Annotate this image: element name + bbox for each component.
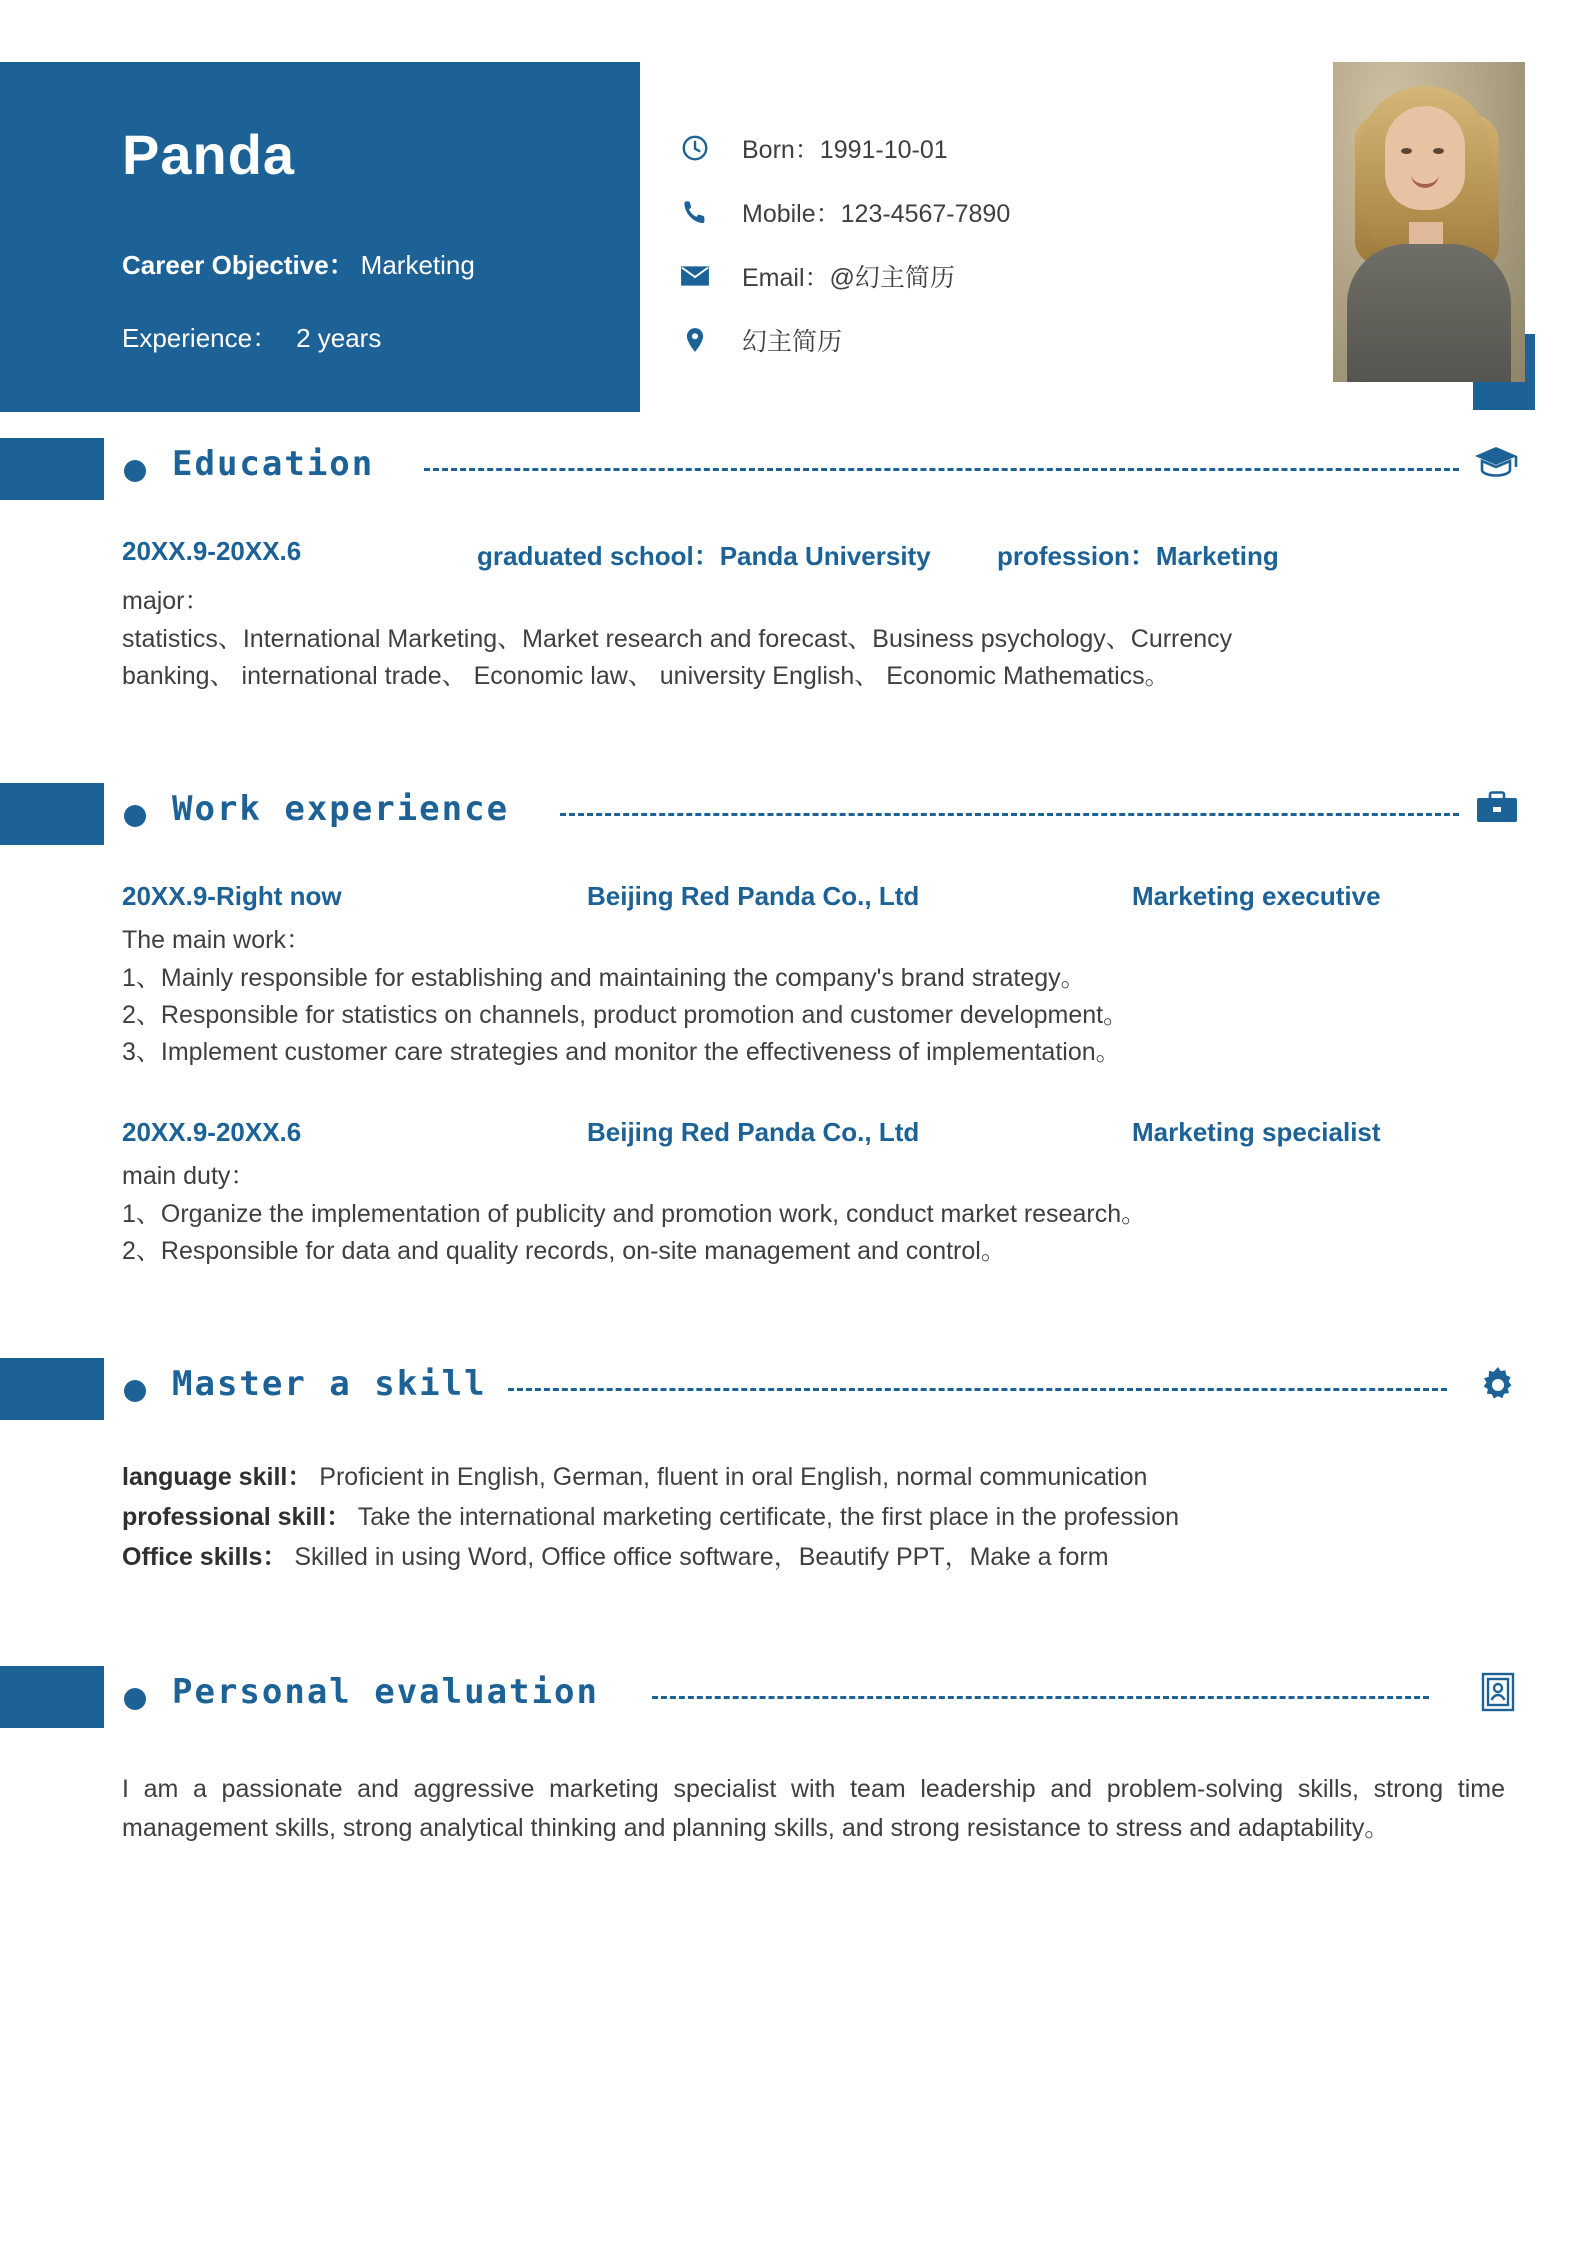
- resume-header: [0, 0, 1587, 420]
- work-body: [0, 881, 1587, 1270]
- education-major-line-1: statistics、International Marketing、Market research and forecast、Business psychology、Currency: [122, 625, 1233, 653]
- section-header-evaluation: [0, 1654, 1587, 1742]
- section-tab: [0, 1358, 104, 1420]
- skills-body: [0, 1434, 1587, 1576]
- portrait-photo: [1333, 62, 1525, 382]
- work-row: [122, 881, 1505, 912]
- career-objective-label: Career Objective：: [122, 250, 355, 280]
- contact-row-mobile: [680, 194, 1200, 230]
- skill-line-professional: [122, 1498, 1505, 1536]
- contact-text-mobile: Mobile：123-4567-7890: [742, 200, 1011, 228]
- contact-list: [680, 130, 1200, 386]
- contact-row-email: [680, 258, 1200, 294]
- work-subhead: main duty：: [122, 1162, 256, 1190]
- evaluation-body: [0, 1770, 1587, 1848]
- contact-text-born: Born：1991-10-01: [742, 136, 948, 164]
- experience-years: [122, 318, 381, 355]
- work-list-item: 1、Mainly responsible for establishing and maintaining the company's brand strategy。: [122, 964, 1086, 992]
- phone-icon: [680, 197, 720, 227]
- education-row: [122, 536, 1505, 573]
- work-row: [122, 1117, 1505, 1148]
- contact-row-born: [680, 130, 1200, 166]
- education-major-label: major：: [122, 587, 210, 615]
- skill-value: Skilled in using Word, Office office software，Beautify PPT，Make a form: [294, 1543, 1109, 1571]
- section-header-work: [0, 771, 1587, 859]
- work-date: 20XX.9-20XX.6: [122, 1117, 302, 1147]
- work-date: 20XX.9-Right now: [122, 881, 342, 911]
- work-role: Marketing specialist: [1132, 1117, 1381, 1147]
- clock-icon: [680, 133, 720, 163]
- education-major-line-2: banking、 international trade、 Economic law、 university English、 Economic Mathematics。: [122, 662, 1170, 690]
- skill-key: professional skill：: [122, 1503, 352, 1531]
- career-objective-value: Marketing: [360, 250, 475, 280]
- id-card-icon: [1481, 1672, 1515, 1717]
- email-icon: [680, 264, 720, 288]
- gear-icon: [1477, 1364, 1519, 1411]
- section-bullet: [124, 1688, 146, 1710]
- contact-row-location: [680, 322, 1200, 358]
- section-divider: [508, 1388, 1447, 1391]
- contact-text-email: Email：@幻主简历: [742, 264, 955, 292]
- avatar: [1333, 62, 1525, 382]
- work-job-2: [122, 1117, 1505, 1270]
- work-role: Marketing executive: [1132, 881, 1381, 911]
- work-list-item: 2、Responsible for data and quality records, on-site management and control。: [122, 1237, 1006, 1265]
- skill-line-language: [122, 1458, 1505, 1496]
- section-bullet: [124, 460, 146, 482]
- skill-value: Take the international marketing certificate, the first place in the profession: [357, 1503, 1180, 1531]
- section-header-education: [0, 426, 1587, 514]
- work-list-item: 2、Responsible for statistics on channels, product promotion and customer development。: [122, 1001, 1129, 1029]
- section-title-work: Work experience: [172, 789, 510, 829]
- section-title-education: Education: [172, 444, 375, 484]
- work-list-item: 3、Implement customer care strategies and monitor the effectiveness of implementation。: [122, 1038, 1121, 1066]
- skill-value: Proficient in English, German, fluent in oral English, normal communication: [319, 1463, 1148, 1491]
- section-divider: [560, 813, 1459, 816]
- education-school: graduated school：Panda University: [477, 541, 931, 571]
- education-date: 20XX.9-20XX.6: [122, 536, 302, 566]
- work-company: Beijing Red Panda Co., Ltd: [587, 1117, 920, 1147]
- work-list-item: 1、Organize the implementation of publicity and promotion work, conduct market research。: [122, 1200, 1147, 1228]
- section-title-skills: Master a skill: [172, 1364, 487, 1404]
- skill-key: language skill：: [122, 1463, 313, 1491]
- section-title-evaluation: Personal evaluation: [172, 1672, 599, 1712]
- section-tab: [0, 438, 104, 500]
- career-objective: [122, 245, 475, 282]
- skill-line-office: [122, 1538, 1505, 1576]
- skill-key: Office skills：: [122, 1543, 288, 1571]
- experience-value: 2 years: [296, 323, 382, 353]
- location-icon: [680, 325, 720, 355]
- briefcase-icon: [1475, 789, 1519, 830]
- work-company: Beijing Red Panda Co., Ltd: [587, 881, 920, 911]
- section-divider: [652, 1696, 1429, 1699]
- contact-text-location: 幻主简历: [742, 328, 843, 356]
- section-bullet: [124, 805, 146, 827]
- page-title: Panda: [122, 123, 296, 186]
- section-header-skills: [0, 1346, 1587, 1434]
- work-subhead: The main work：: [122, 926, 311, 954]
- work-job-1: [122, 881, 1505, 1071]
- education-profession: profession：Marketing: [997, 541, 1279, 571]
- section-tab: [0, 1666, 104, 1728]
- evaluation-text: I am a passionate and aggressive marketing specialist with team leadership and problem-solving skills, strong time management skills, strong analytical thinking and planning skills, and strong resistance to stress and adaptability。: [122, 1775, 1505, 1842]
- section-bullet: [124, 1380, 146, 1402]
- header-band: [0, 62, 640, 412]
- experience-label: Experience：: [122, 323, 279, 353]
- section-divider: [424, 468, 1459, 471]
- graduation-cap-icon: [1473, 444, 1519, 485]
- section-tab: [0, 783, 104, 845]
- education-body: [0, 536, 1587, 695]
